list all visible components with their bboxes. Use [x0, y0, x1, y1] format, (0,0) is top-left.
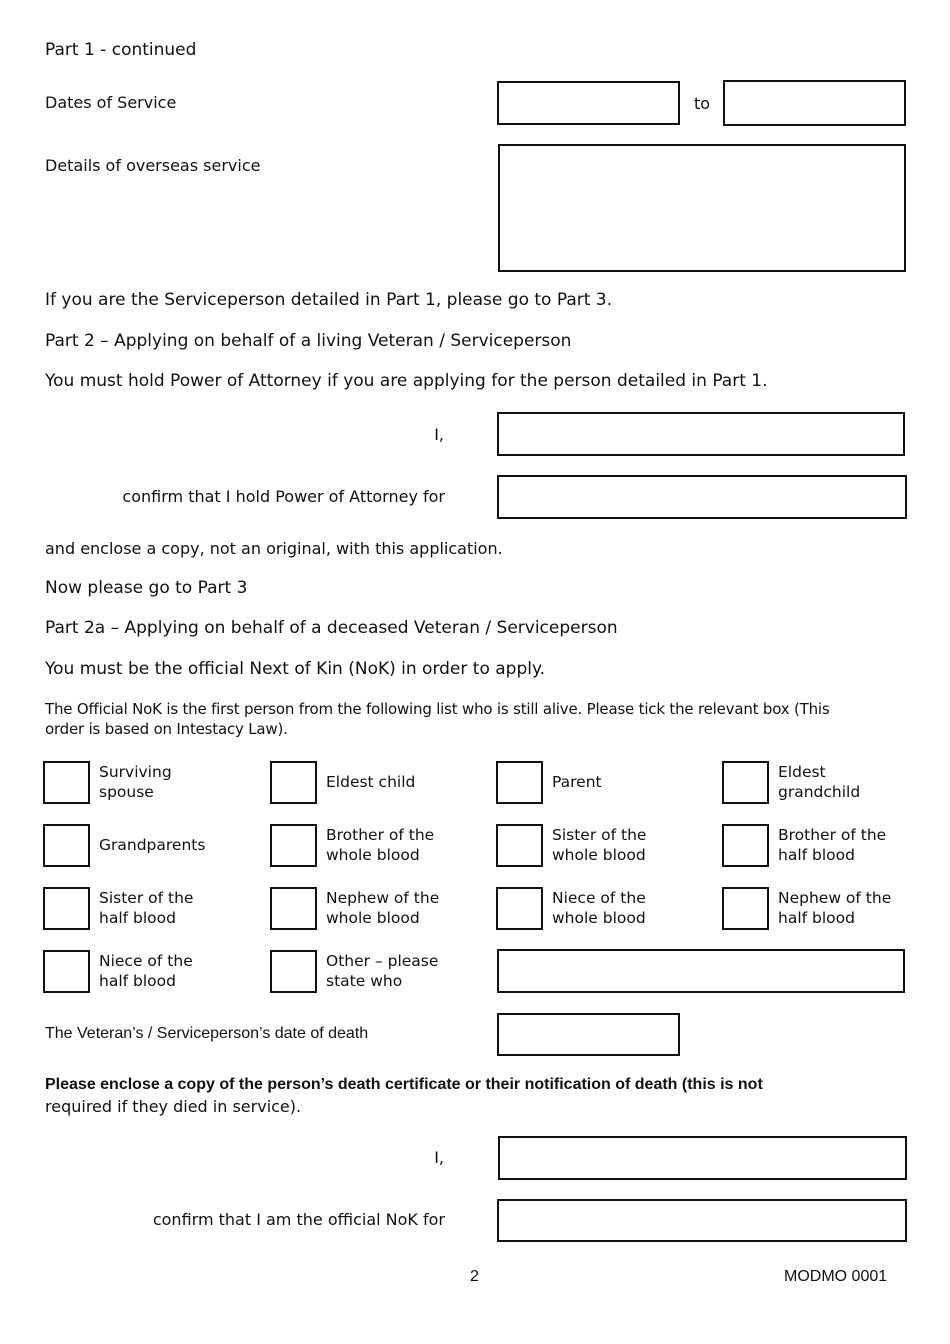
option-label-brother-whole-blood: Brother of the whole blood [326, 826, 435, 864]
checkbox-nephew-half-blood[interactable] [722, 887, 769, 930]
nok-deceased-person-input[interactable] [497, 1199, 907, 1242]
service-start-date-input[interactable] [497, 81, 680, 125]
checkbox-grandparents[interactable] [43, 824, 90, 867]
option-label-brother-half-blood: Brother of the half blood [778, 826, 887, 864]
form-code: MODMO 0001 [784, 1268, 888, 1285]
option-label-other: Other – please state who [326, 952, 439, 990]
checkbox-parent[interactable] [496, 761, 543, 804]
option-label-niece-whole-blood: Niece of the whole blood [552, 889, 646, 927]
checkbox-brother-half-blood[interactable] [722, 824, 769, 867]
option-label-sister-whole-blood: Sister of the whole blood [552, 826, 647, 864]
part2-heading: Part 2 – Applying on behalf of a living Veteran / Serviceperson [45, 331, 572, 351]
date-of-death-label: The Veteran’s / Serviceperson’s date of death [45, 1025, 369, 1042]
checkbox-niece-half-blood[interactable] [43, 950, 90, 993]
checkbox-surviving-spouse[interactable] [43, 761, 90, 804]
checkbox-sister-half-blood[interactable] [43, 887, 90, 930]
option-label-parent: Parent [552, 773, 602, 791]
nok-list-intro-line1: The Official NoK is the first person from the following list who is still alive. Please tick the relevant box (This [45, 700, 830, 718]
part2a-i-label: I, [434, 1148, 444, 1167]
nok-name-input[interactable] [498, 1136, 907, 1180]
checkbox-other[interactable] [270, 950, 317, 993]
option-label-niece-half-blood: Niece of the half blood [99, 952, 193, 990]
poa-confirm-label: confirm that I hold Power of Attorney for [122, 487, 445, 506]
option-label-eldest-grandchild: Eldest grandchild [778, 763, 861, 801]
dates-of-service-label: Dates of Service [45, 93, 177, 112]
part2-i-label: I, [434, 425, 444, 444]
option-label-nephew-half-blood: Nephew of the half blood [778, 889, 892, 927]
poa-person-input[interactable] [497, 475, 907, 519]
overseas-service-label: Details of overseas service [45, 156, 261, 175]
checkbox-niece-whole-blood[interactable] [496, 887, 543, 930]
part1-goto-part3: If you are the Serviceperson detailed in Part 1, please go to Part 3. [45, 290, 613, 310]
part2-applicant-name-input[interactable] [497, 412, 905, 456]
part1-heading: Part 1 - continued [45, 40, 197, 60]
option-label-eldest-child: Eldest child [326, 773, 416, 791]
checkbox-brother-whole-blood[interactable] [270, 824, 317, 867]
service-end-date-input[interactable] [723, 80, 906, 126]
option-label-sister-half-blood: Sister of the half blood [99, 889, 194, 927]
nok-list-intro-line2: order is based on Intestacy Law). [45, 720, 288, 738]
part2a-heading: Part 2a – Applying on behalf of a deceased Veteran / Serviceperson [45, 618, 618, 638]
option-label-surviving-spouse: Surviving spouse [99, 763, 172, 801]
nok-note: You must be the official Next of Kin (NoK) in order to apply. [45, 659, 546, 679]
date-of-death-input[interactable] [497, 1013, 680, 1056]
part2-goto-part3: Now please go to Part 3 [45, 578, 248, 598]
page-number: 2 [470, 1268, 479, 1285]
death-certificate-note-cont: required if they died in service). [45, 1097, 302, 1116]
checkbox-nephew-whole-blood[interactable] [270, 887, 317, 930]
nok-confirm-label: confirm that I am the official NoK for [152, 1210, 445, 1229]
enclose-copy-note: and enclose a copy, not an original, with this application. [45, 539, 503, 558]
death-certificate-note: Please enclose a copy of the person’s death certificate or their notification of death (this is not [45, 1076, 763, 1093]
checkbox-eldest-child[interactable] [270, 761, 317, 804]
other-relationship-input[interactable] [497, 949, 905, 993]
dates-to-label: to [694, 94, 711, 113]
poa-note: You must hold Power of Attorney if you are applying for the person detailed in Part 1. [45, 371, 768, 391]
overseas-service-textarea[interactable] [498, 144, 906, 272]
option-label-grandparents: Grandparents [99, 836, 206, 854]
option-label-nephew-whole-blood: Nephew of the whole blood [326, 889, 440, 927]
checkbox-sister-whole-blood[interactable] [496, 824, 543, 867]
checkbox-eldest-grandchild[interactable] [722, 761, 769, 804]
